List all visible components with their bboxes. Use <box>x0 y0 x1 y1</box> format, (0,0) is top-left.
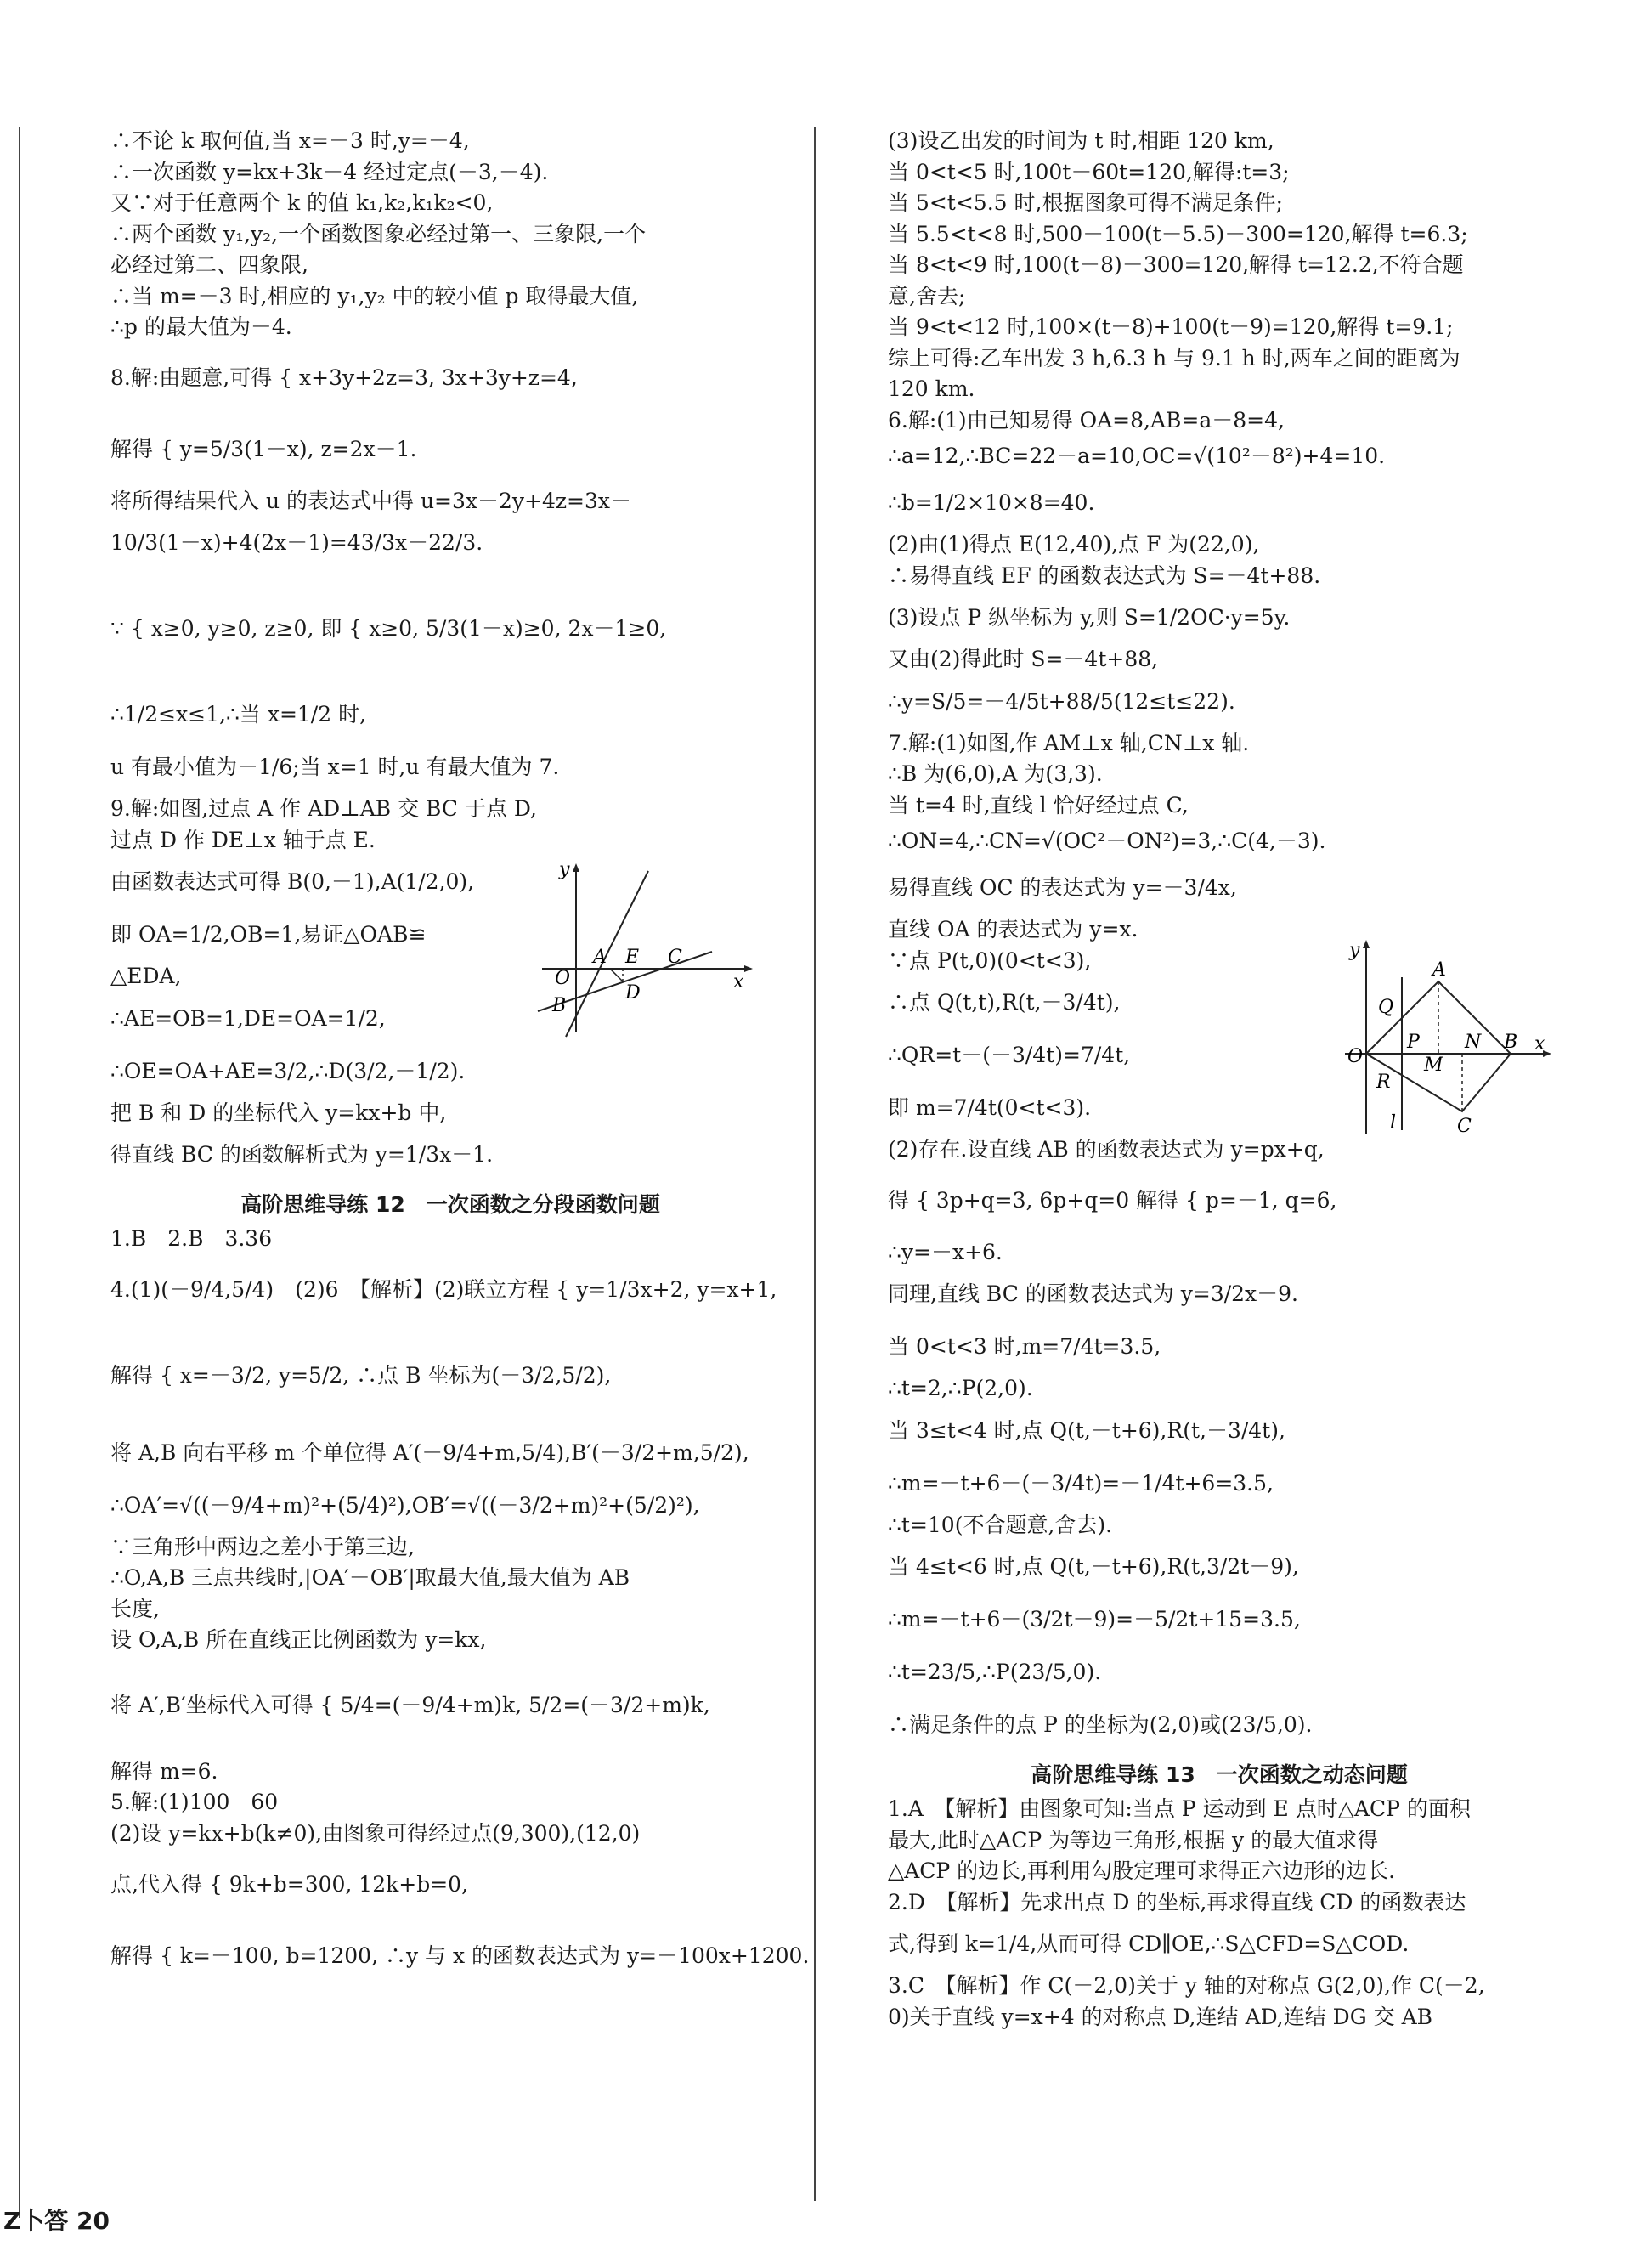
fig9-label-a: A <box>593 947 607 968</box>
right-line-21: 易得直线 OC 的表达式为 y=－3/4x, <box>888 875 1237 900</box>
fig9-label-y: y <box>559 859 570 880</box>
right-line-36: 当 4≤t<6 时,点 Q(t,－t+6),R(t,3/2t－9), <box>888 1554 1299 1579</box>
left-line-25: 4.(1)(－9/4,5/4) (2)6 【解析】(2)联立方程 { y=1/3x+2, y=x+1, <box>110 1277 777 1303</box>
left-line-7: 8.解:由题意,可得 { x+3y+2z=3, 3x+3y+z=4, <box>110 365 578 391</box>
left-line-31: 长度, <box>110 1596 160 1621</box>
fig9-label-x: x <box>733 971 744 993</box>
right-line-3: 当 5.5<t<8 时,500－100(t－5.5)－300=120,解得 t=6.3; <box>888 221 1468 246</box>
right-line-39: ∴满足条件的点 P 的坐标为(2,0)或(23/5,0). <box>888 1712 1313 1737</box>
left-line-35: 5.解:(1)100 60 <box>110 1790 279 1814</box>
right-line-11: ∴b=1/2×10×8=40. <box>888 490 1095 515</box>
right-line-29: ∴y=－x+6. <box>888 1239 1003 1264</box>
left-line-29: ∵三角形中两边之差小于第三边, <box>110 1534 415 1559</box>
fig9-label-e: E <box>625 947 640 968</box>
right-line-24: ∴点 Q(t,t),R(t,－3/4t), <box>888 990 1121 1015</box>
column-divider <box>814 127 816 2201</box>
figure-problem-7 <box>1341 935 1553 1139</box>
right-line-28: 得 { 3p+q=3, 6p+q=0 解得 { p=－1, q=6, <box>888 1188 1337 1213</box>
fig7-label-o: O <box>1347 1046 1364 1067</box>
left-line-15: 过点 D 作 DE⊥x 轴于点 E. <box>110 827 376 852</box>
fig7-label-l: l <box>1390 1112 1397 1134</box>
right-line-25: ∴QR=t－(－3/4t)=7/4t, <box>888 1043 1131 1067</box>
right-line-20: ∴ON=4,∴CN=√(OC²－ON²)=3,∴C(4,－3). <box>888 829 1326 853</box>
right-line-22: 直线 OA 的表达式为 y=x. <box>888 917 1138 942</box>
fig7-label-x: x <box>1534 1033 1545 1055</box>
left-line-4: 必经过第二、四象限, <box>110 252 308 277</box>
right-line-10: ∴a=12,∴BC=22－a=10,OC=√(10²－8²)+4=10. <box>888 444 1386 468</box>
left-line-8: 解得 { y=5/3(1－x), z=2x－1. <box>110 437 417 462</box>
right-line-18: ∴B 为(6,0),A 为(3,3). <box>888 761 1103 786</box>
right-line-46: 3.C 【解析】作 C(－2,0)关于 y 轴的对称点 G(2,0),作 C(－2, <box>888 1973 1485 1998</box>
left-line-28: ∴OA′=√((－9/4+m)²+(5/4)²),OB′=√((－3/2+m)²+(5/2)²), <box>110 1492 700 1518</box>
fig7-label-q: Q <box>1378 997 1394 1018</box>
fig7-label-a: A <box>1432 959 1446 981</box>
left-line-20: ∴OE=OA+AE=3/2,∴D(3/2,－1/2). <box>110 1058 466 1083</box>
left-line-32: 设 O,A,B 所在直线正比例函数为 y=kx, <box>110 1627 487 1652</box>
right-line-34: ∴m=－t+6－(－3/4t)=－1/4t+6=3.5, <box>888 1470 1274 1496</box>
left-line-34: 解得 m=6. <box>110 1758 218 1784</box>
left-line-0: ∴不论 k 取何值,当 x=－3 时,y=－4, <box>110 128 470 153</box>
right-line-31: 当 0<t<3 时,m=7/4t=3.5, <box>888 1334 1161 1359</box>
page-footer: Z卜答 20 <box>3 2207 110 2235</box>
fig9-label-c: C <box>668 947 682 968</box>
right-line-42: 最大,此时△ACP 为等边三角形,根据 y 的最大值求得 <box>888 1827 1379 1852</box>
left-line-11: ∵ { x≥0, y≥0, z≥0, 即 { x≥0, 5/3(1－x)≥0, 2x－1≥0, <box>110 615 667 641</box>
fig9-label-b: B <box>552 995 567 1016</box>
left-line-22: 得直线 BC 的函数解析式为 y=1/3x－1. <box>110 1142 494 1167</box>
left-line-13: u 有最小值为－1/6;当 x=1 时,u 有最大值为 7. <box>110 755 560 779</box>
fig7-label-r: R <box>1376 1072 1391 1093</box>
left-line-12: ∴1/2≤x≤1,∴当 x=1/2 时, <box>110 702 367 727</box>
right-line-9: 6.解:(1)由已知易得 OA=8,AB=a－8=4, <box>888 407 1285 433</box>
right-line-38: ∴t=23/5,∴P(23/5,0). <box>888 1660 1102 1684</box>
right-line-17: 7.解:(1)如图,作 AM⊥x 轴,CN⊥x 轴. <box>888 730 1250 755</box>
left-line-6: ∴p 的最大值为－4. <box>110 314 292 339</box>
right-line-6: 当 9<t<12 时,100×(t－8)+100(t－9)=120,解得 t=9.1; <box>888 314 1454 339</box>
right-line-7: 综上可得:乙车出发 3 h,6.3 h 与 9.1 h 时,两车之间的距离为 <box>888 345 1460 370</box>
right-line-26: 即 m=7/4t(0<t<3). <box>888 1095 1092 1120</box>
left-line-14: 9.解:如图,过点 A 作 AD⊥AB 交 BC 于点 D, <box>110 796 538 821</box>
left-line-23: 高阶思维导练 12 一次函数之分段函数问题 <box>240 1192 660 1217</box>
left-line-30: ∴O,A,B 三点共线时,|OA′－OB′|取最大值,最大值为 AB <box>110 1565 630 1590</box>
right-line-37: ∴m=－t+6－(3/2t－9)=－5/2t+15=3.5, <box>888 1607 1301 1632</box>
right-line-41: 1.A 【解析】由图象可知:当点 P 运动到 E 点时△ACP 的面积 <box>888 1796 1471 1821</box>
left-line-1: ∴一次函数 y=kx+3k－4 经过定点(－3,－4). <box>110 159 549 184</box>
left-line-21: 把 B 和 D 的坐标代入 y=kx+b 中, <box>110 1100 447 1125</box>
fig7-label-y: y <box>1349 940 1360 961</box>
right-line-1: 当 0<t<5 时,100t－60t=120,解得:t=3; <box>888 159 1290 184</box>
left-line-9: 将所得结果代入 u 的表达式中得 u=3x－2y+4z=3x－ <box>110 488 632 513</box>
fig9-label-d: D <box>625 982 641 1004</box>
left-line-3: ∴两个函数 y₁,y₂,一个函数图象必经过第一、三象限,一个 <box>110 221 647 246</box>
left-line-24: 1.B 2.B 3.36 <box>110 1226 273 1251</box>
right-line-47: 0)关于直线 y=x+4 的对称点 D,连结 AD,连结 DG 交 AB <box>888 2004 1433 2029</box>
left-line-36: (2)设 y=kx+b(k≠0),由图象可得经过点(9,300),(12,0) <box>110 1820 641 1846</box>
right-line-30: 同理,直线 BC 的函数表达式为 y=3/2x－9. <box>888 1281 1299 1306</box>
fig7-label-c: C <box>1457 1116 1472 1137</box>
right-line-12: (2)由(1)得点 E(12,40),点 F 为(22,0), <box>888 532 1260 557</box>
fig9-label-o: O <box>555 968 571 989</box>
right-line-27: (2)存在.设直线 AB 的函数表达式为 y=px+q, <box>888 1137 1325 1162</box>
left-line-2: 又∵对于任意两个 k 的值 k₁,k₂,k₁k₂<0, <box>110 190 494 215</box>
figure-problem-9 <box>534 858 754 1041</box>
left-line-37: 点,代入得 { 9k+b=300, 12k+b=0, <box>110 1871 469 1897</box>
left-line-26: 解得 { x=－3/2, y=5/2, ∴点 B 坐标为(－3/2,5/2), <box>110 1363 612 1389</box>
right-line-14: (3)设点 P 纵坐标为 y,则 S=1/2OC·y=5y. <box>888 605 1291 630</box>
right-line-23: ∵点 P(t,0)(0<t<3), <box>888 947 1092 973</box>
left-line-27: 将 A,B 向右平移 m 个单位得 A′(－9/4+m,5/4),B′(－3/2+m,5/2), <box>110 1439 749 1465</box>
right-line-2: 当 5<t<5.5 时,根据图象可得不满足条件; <box>888 190 1283 215</box>
left-margin-rule <box>19 127 20 2218</box>
left-line-10: 10/3(1－x)+4(2x－1)=43/3x－22/3. <box>110 530 483 555</box>
right-line-19: 当 t=4 时,直线 l 恰好经过点 C, <box>888 792 1189 817</box>
right-line-43: △ACP 的边长,再利用勾股定理可求得正六边形的边长. <box>888 1858 1396 1883</box>
right-line-40: 高阶思维导练 13 一次函数之动态问题 <box>1031 1762 1408 1787</box>
left-line-33: 将 A′,B′坐标代入可得 { 5/4=(－9/4+m)k, 5/2=(－3/2+m)k, <box>110 1693 710 1718</box>
right-line-0: (3)设乙出发的时间为 t 时,相距 120 km, <box>888 128 1274 153</box>
fig7-label-m: M <box>1424 1055 1443 1076</box>
left-line-16: 由函数表达式可得 B(0,－1),A(1/2,0), <box>110 869 475 894</box>
left-line-19: ∴AE=OB=1,DE=OA=1/2, <box>110 1005 386 1031</box>
fig7-label-p: P <box>1407 1032 1420 1053</box>
right-line-4: 当 8<t<9 时,100(t－8)－300=120,解得 t=12.2,不符合题 <box>888 252 1464 277</box>
left-line-18: △EDA, <box>110 964 182 988</box>
fig7-label-n: N <box>1465 1032 1482 1053</box>
right-line-33: 当 3≤t<4 时,点 Q(t,－t+6),R(t,－3/4t), <box>888 1417 1285 1443</box>
left-column <box>110 126 810 1992</box>
right-line-16: ∴y=S/5=－4/5t+88/5(12≤t≤22). <box>888 688 1235 714</box>
right-line-45: 式,得到 k=1/4,从而可得 CD∥OE,∴S△CFD=S△COD. <box>888 1931 1410 1956</box>
left-line-38: 解得 { k=－100, b=1200, ∴y 与 x 的函数表达式为 y=－100x+1200. <box>110 1943 810 1968</box>
right-line-13: ∴易得直线 EF 的函数表达式为 S=－4t+88. <box>888 563 1321 588</box>
right-line-8: 120 km. <box>888 376 975 401</box>
right-line-35: ∴t=10(不合题意,舍去). <box>888 1512 1113 1537</box>
right-line-15: 又由(2)得此时 S=－4t+88, <box>888 647 1159 671</box>
left-line-5: ∴当 m=－3 时,相应的 y₁,y₂ 中的较小值 p 取得最大值, <box>110 283 639 308</box>
left-line-17: 即 OA=1/2,OB=1,易证△OAB≌ <box>110 922 427 947</box>
fig7-label-b: B <box>1504 1032 1518 1053</box>
right-line-44: 2.D 【解析】先求出点 D 的坐标,再求得直线 CD 的函数表达 <box>888 1889 1466 1915</box>
right-line-32: ∴t=2,∴P(2,0). <box>888 1376 1033 1400</box>
right-line-5: 意,舍去; <box>888 283 966 308</box>
